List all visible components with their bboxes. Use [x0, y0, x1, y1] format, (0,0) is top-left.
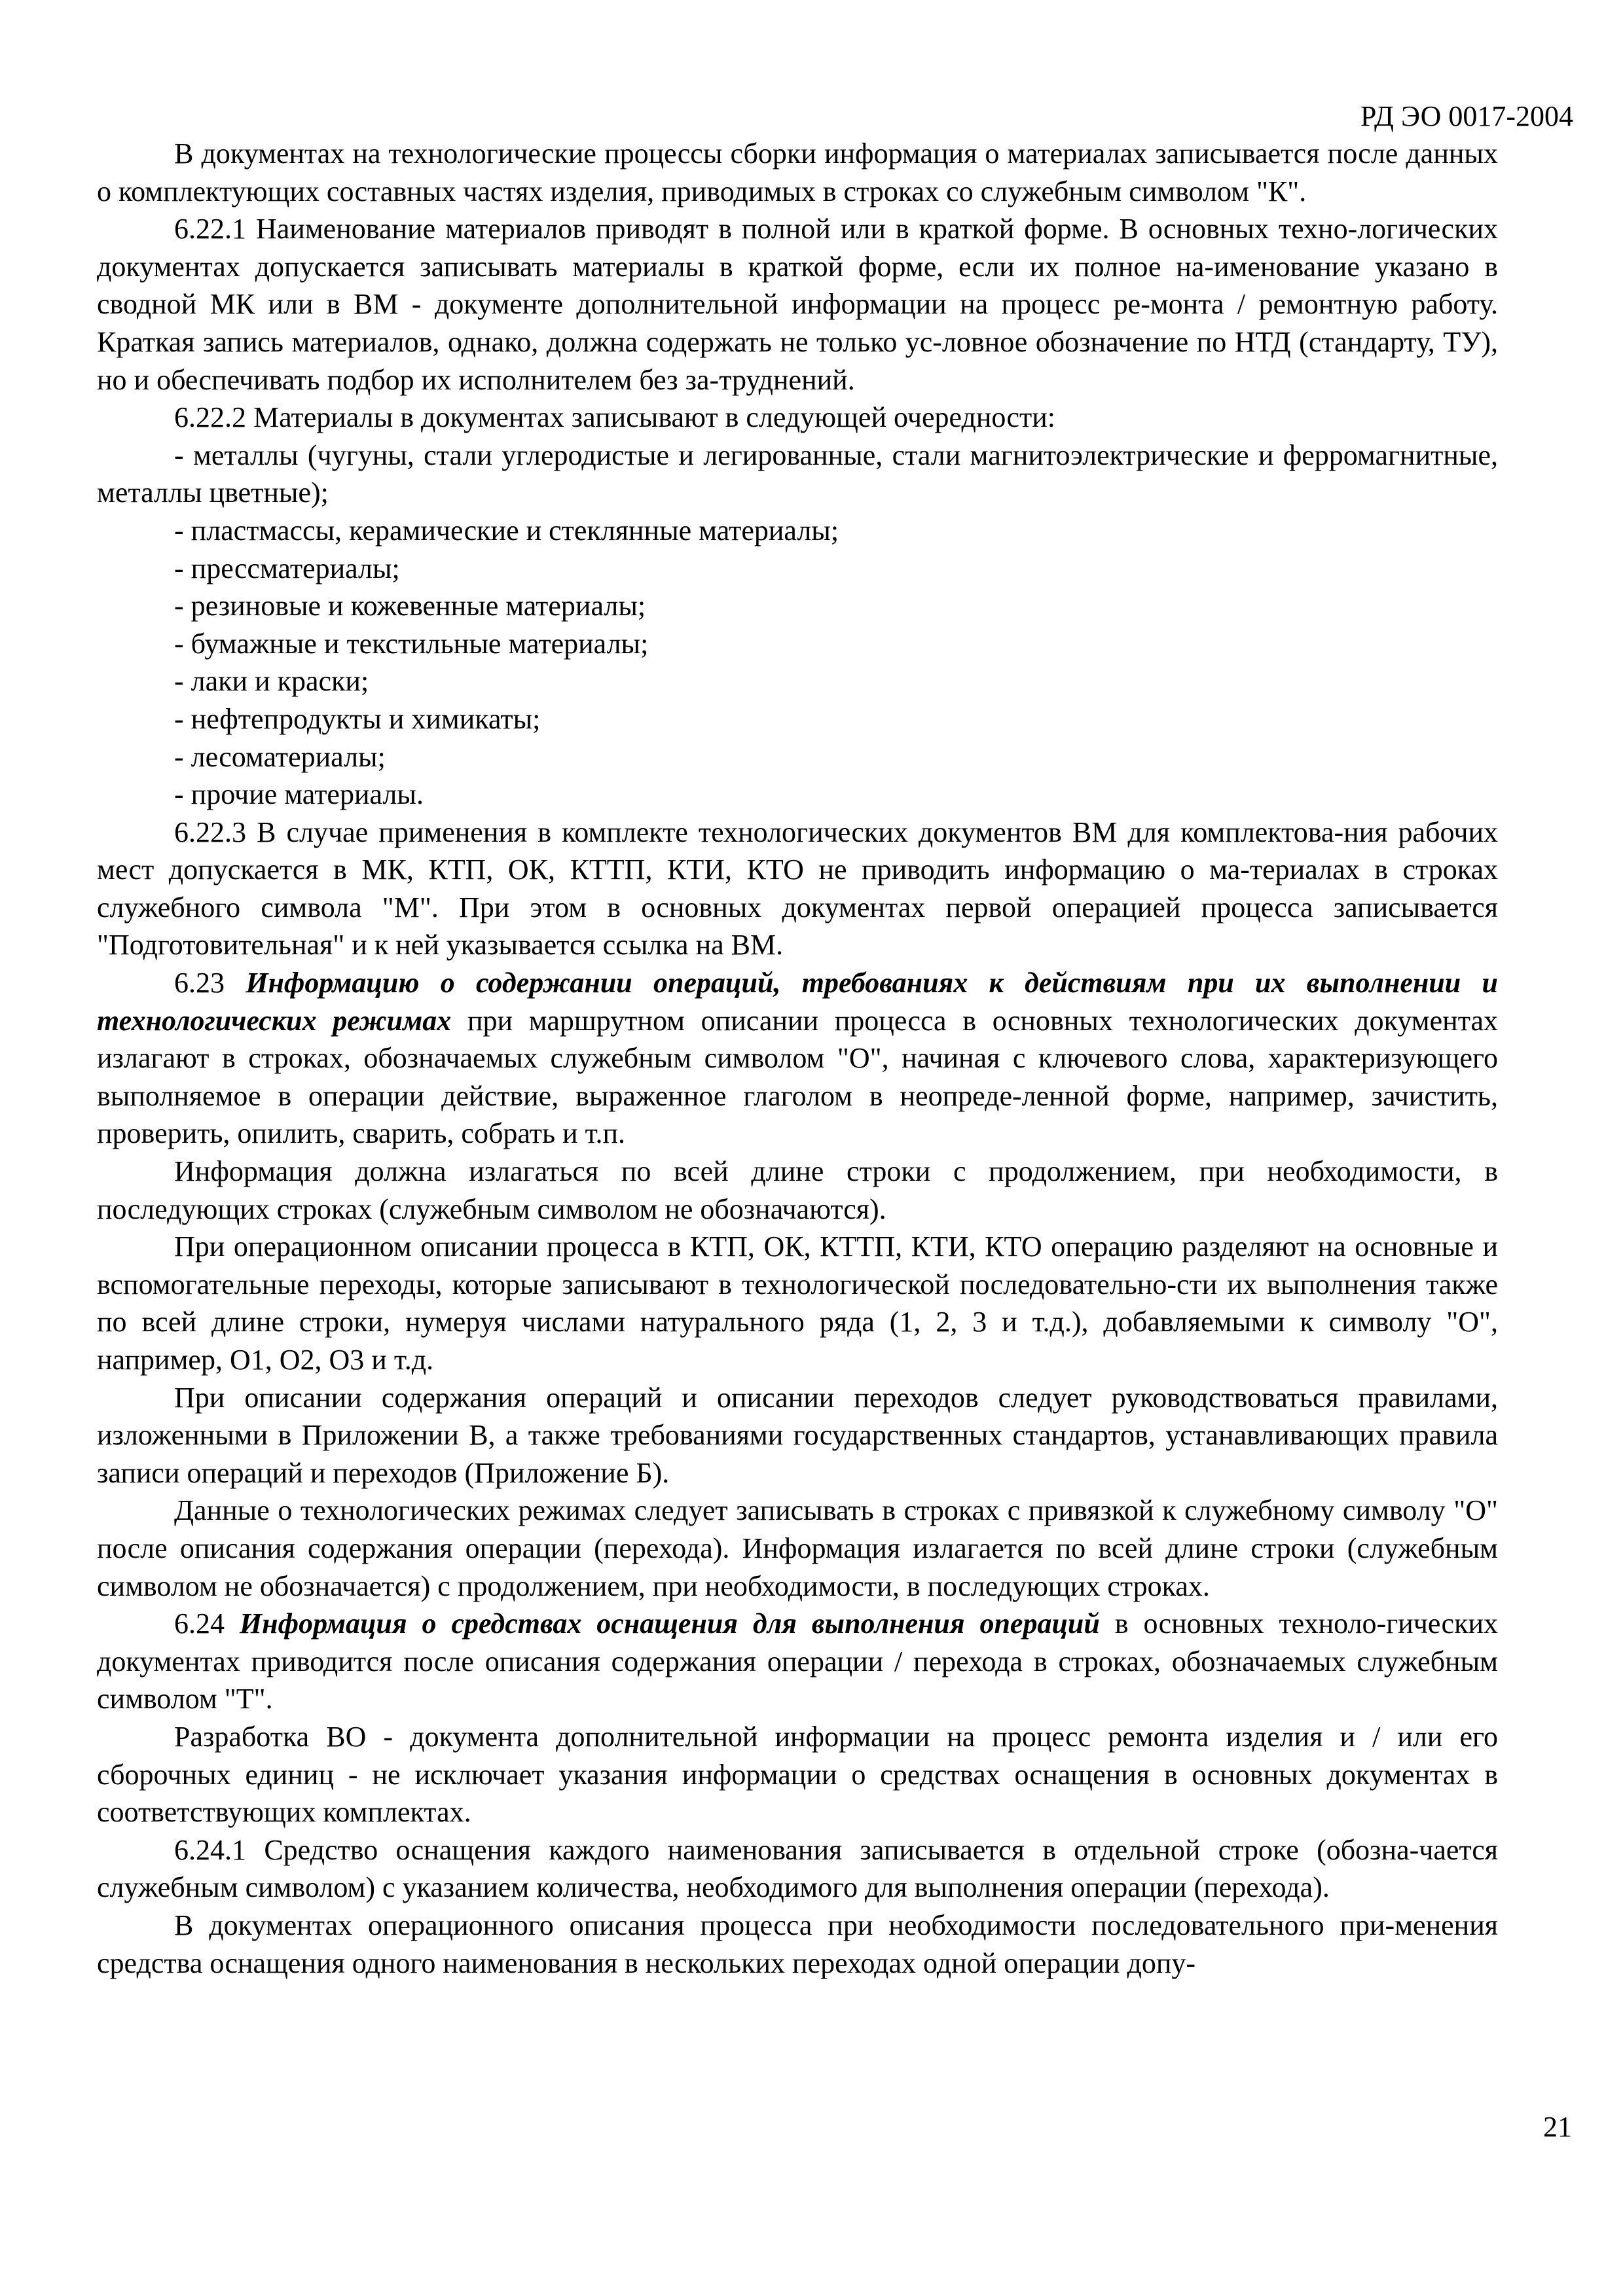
list-item: - нефтепродукты и химикаты;	[174, 702, 541, 735]
section-number: 6.24	[174, 1607, 225, 1640]
paragraph-6-24	[97, 1605, 1498, 1718]
list-item: - резиновые и кожевенные материалы;	[174, 590, 646, 622]
list-item: - металлы (чугуны, стали углеродистые и легированные, стали магнитоэлектрические и ферромагнитные, металлы цветные);	[97, 439, 1498, 509]
paragraph: Данные о технологических режимах следует записывать в строках с привязкой к служебному символу "О" после описания содержания операции (перехода). Информация излагается по всей длине строки (служебным символом не обозначается) с продолжением, при необходимости, в последующих строках.	[97, 1494, 1498, 1602]
paragraph: При операционном описании процесса в КТП, ОК, КТТП, КТИ, КТО операцию разделяют на основные и вспомогательные переходы, которые записывают в технологической последовательно-сти их выполнения также по всей длине строки, нумеруя числами натурального ряда (1, 2, 3 и т.д.), добавляемыми к символу "О", например, О1, О2, О3 и т.д.	[97, 1230, 1498, 1376]
paragraph-6-24-1: 6.24.1 Средство оснащения каждого наименования записывается в отдельной строке (обозна-чается служебным символом) с указанием количества, необходимого для выполнения операции (перехода).	[97, 1833, 1498, 1904]
paragraph-6-22-2: 6.22.2 Материалы в документах записывают в следующей очередности:	[174, 401, 1056, 434]
paragraph: В документах операционного описания процесса при необходимости последовательного при-менения средства оснащения одного наименования в нескольких переходах одной операции допу-	[97, 1909, 1498, 1979]
paragraph-6-22-3: 6.22.3 В случае применения в комплекте технологических документов ВМ для комплектова-ния рабочих мест допускается в МК, КТП, ОК, КТТП, КТИ, КТО не приводить информацию о ма-териалах в строках служебного символа "М". При этом в основных документах первой операцией процесса записывается "Подготовительная" и к ней указывается ссылка на ВМ.	[97, 816, 1498, 961]
document-body	[97, 135, 1498, 1982]
paragraph: При описании содержания операций и описании переходов следует руководствоваться правилами, изложенными в Приложении В, а также требованиями государственных стандартов, устанавливающих правила записи операций и переходов (Приложение Б).	[97, 1381, 1498, 1489]
paragraph-text: при маршрутном описании процесса в основных технологических документах излагают в строках, обозначаемых служебным символом "О", начиная с ключевого слова, характеризующего выполняемое в операции действие, выраженное глаголом в неопреде-ленной форме, например, зачистить, проверить, опилить, сварить, собрать и т.п.	[97, 1004, 1498, 1150]
page-number: 21	[1543, 2111, 1572, 2143]
list-item: - лесоматериалы;	[174, 740, 386, 773]
paragraph: Информация должна излагаться по всей длине строки с продолжением, при необходимости, в последующих строках (служебным символом не обозначаются).	[97, 1155, 1498, 1225]
section-number: 6.23	[174, 967, 225, 999]
emphasized-text: Информация о средствах оснащения для выполнения операций	[239, 1607, 1100, 1640]
paragraph-6-22-1: 6.22.1 Наименование материалов приводят в полной или в краткой форме. В основных техно-логических документах допускается записывать материалы в краткой форме, если их полное на-именование указано в сводной МК или в ВМ - документе дополнительной информации на процесс ре-монта / ремонтную работу. Краткая запись материалов, однако, должна содержать не только ус-ловное обозначение по НТД (стандарту, ТУ), но и обеспечивать подбор их исполнителем без за-труднений.	[97, 213, 1498, 396]
list-item: - прочие материалы.	[174, 778, 424, 811]
emphasized-text: Информацию о содержании операций, требованиях к действиям при их выполнении и технологических режимах	[97, 967, 1499, 1037]
document-code: РД ЭО 0017-2004	[1360, 100, 1573, 132]
list-item: - пластмассы, керамические и стеклянные материалы;	[174, 514, 839, 547]
list-item: - прессматериалы;	[174, 552, 400, 584]
list-item: - лаки и краски;	[174, 665, 369, 698]
paragraph: В документах на технологические процессы сборки информация о материалах записывается после данных о комплектующих составных частях изделия, приводимых в строках со служебным символом "К".	[97, 137, 1498, 207]
paragraph-6-23	[97, 964, 1498, 1153]
list-item: - бумажные и текстильные материалы;	[174, 627, 649, 660]
paragraph: Разработка ВО - документа дополнительной информации на процесс ремонта изделия и / или его сборочных единиц - не исключает указания информации о средствах оснащения в основных документах в соответствующих комплектах.	[97, 1720, 1498, 1829]
paragraph-text: в основных техноло-гических документах приводится после описания содержания операции / перехода в строках, обозначаемых служебным символом "Т".	[97, 1607, 1499, 1715]
